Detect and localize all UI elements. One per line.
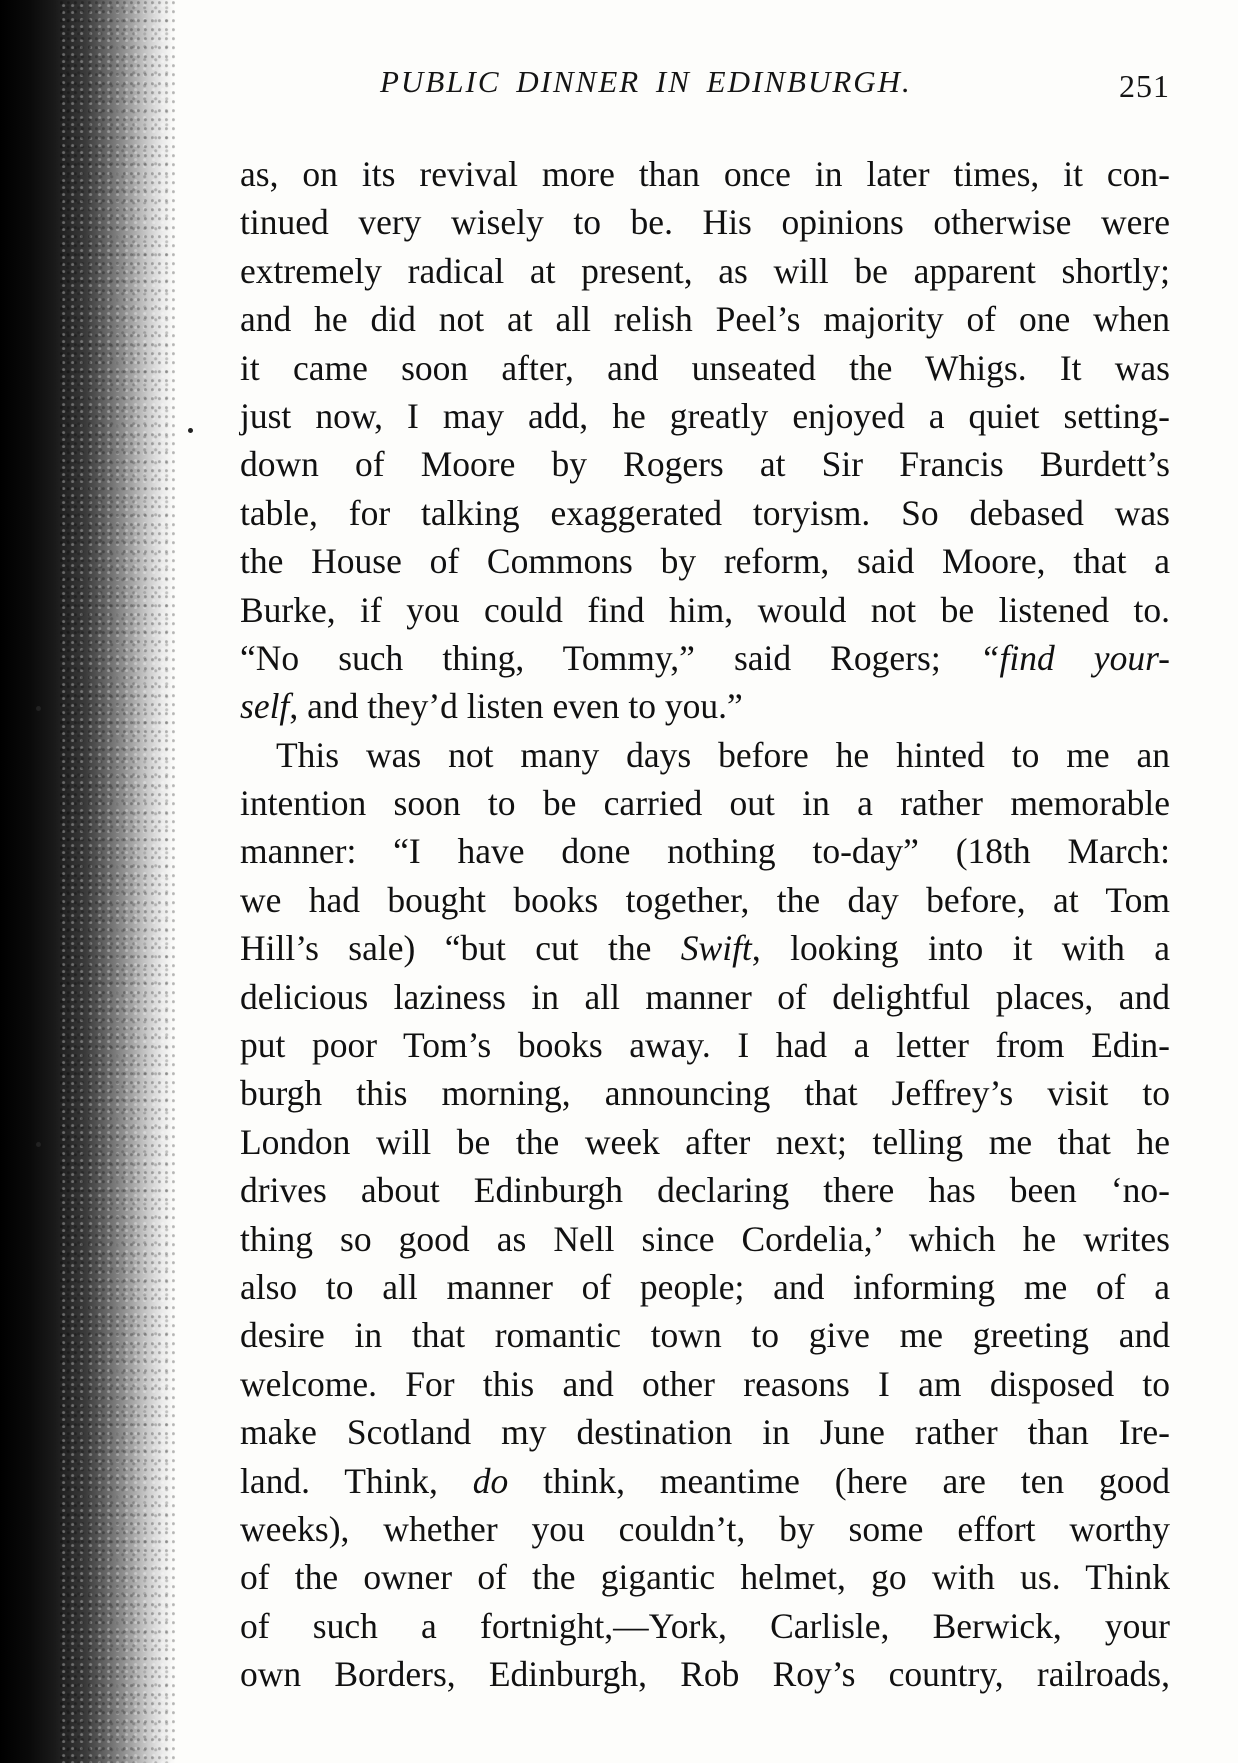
text-line (240, 198, 1170, 246)
text-run: put poor Tom’s books away. I had a letter from Edin- (240, 1025, 1170, 1066)
italic-run: Swift (680, 928, 752, 969)
text-run: delicious laziness in all manner of delightful places, and (240, 976, 1170, 1017)
text-run: desire in that romantic town to give me greeting and (240, 1315, 1170, 1356)
text-line (240, 344, 1170, 392)
text-run: extremely radical at present, as will be apparent shortly; (240, 250, 1170, 291)
text-line (240, 489, 1170, 537)
page-number: 251 (1119, 68, 1170, 104)
text-line (240, 1360, 1170, 1408)
text-run: as, on its revival more than once in later times, it con- (240, 154, 1170, 194)
text-line (240, 586, 1170, 634)
text-line (240, 731, 1170, 779)
text-line (240, 827, 1170, 875)
text-run: tinued very wisely to be. His opinions otherwise were (240, 202, 1170, 243)
text-line (240, 1069, 1170, 1117)
text-run: the House of Commons by reform, said Moore, that a (240, 541, 1170, 582)
text-line (240, 634, 1170, 682)
text-run: burgh this morning, announcing that Jeffrey’s visit to (240, 1073, 1170, 1114)
text-line (240, 440, 1170, 488)
text-line (240, 682, 1170, 730)
text-line (240, 1602, 1170, 1650)
text-run: also to all manner of people; and informing me of a (240, 1266, 1170, 1307)
text-line (240, 537, 1170, 585)
text-run: we had bought books together, the day before, at Tom (240, 879, 1170, 920)
text-run: down of Moore by Rogers at Sir Francis Burdett’s (240, 444, 1170, 485)
margin-speck (36, 1142, 41, 1147)
text-run: “No such thing, Tommy,” said Rogers; (240, 637, 980, 678)
text-line (240, 1263, 1170, 1311)
text-line (240, 295, 1170, 343)
text-line (240, 924, 1170, 972)
text-run: This was not many days before he hinted to me an (276, 734, 1170, 775)
text-line (240, 247, 1170, 295)
text-run: , looking into it with a (751, 928, 1170, 969)
text-run: Hill’s sale) “but cut the (240, 928, 681, 969)
text-run: table, for talking exaggerated toryism. So debased was (240, 492, 1170, 533)
margin-speck (188, 428, 193, 433)
text-line (240, 1311, 1170, 1359)
italic-run: self (240, 686, 290, 727)
text-line (240, 1215, 1170, 1263)
text-run: weeks), whether you couldn’t, by some effort worthy (240, 1508, 1170, 1549)
text-line (240, 392, 1170, 440)
text-line (240, 1553, 1170, 1601)
text-run: land. Think, (240, 1460, 473, 1501)
text-line (240, 1166, 1170, 1214)
italic-run: “find your- (979, 637, 1170, 678)
text-run: drives about Edinburgh declaring there has been ‘no- (240, 1170, 1170, 1211)
text-run: , and they’d listen even to you.” (289, 686, 743, 727)
text-run: thing so good as Nell since Cordelia,’ which he writes (240, 1218, 1170, 1259)
body-text (240, 150, 1170, 1699)
text-line (240, 1457, 1170, 1505)
running-head: PUBLIC DINNER IN EDINBURGH. (380, 64, 912, 99)
text-line (240, 1505, 1170, 1553)
page-header (240, 64, 1170, 114)
text-line (240, 876, 1170, 924)
text-run: own Borders, Edinburgh, Rob Roy’s country, railroads, (240, 1654, 1170, 1695)
text-run: welcome. For this and other reasons I am disposed to (240, 1363, 1170, 1404)
text-run: make Scotland my destination in June rather than Ire- (240, 1412, 1170, 1453)
text-run: London will be the week after next; telling me that he (240, 1121, 1170, 1162)
text-run: manner: “I have done nothing to-day” (18th March: (240, 831, 1170, 872)
scan-gutter-noise (60, 0, 175, 1763)
text-run: Burke, if you could find him, would not be listened to. (240, 589, 1170, 630)
text-line (240, 1118, 1170, 1166)
text-run: just now, I may add, he greatly enjoyed a quiet setting- (240, 395, 1170, 436)
italic-run: do (472, 1460, 509, 1501)
text-line (240, 150, 1170, 198)
text-run: and he did not at all relish Peel’s majority of one when (240, 299, 1170, 340)
margin-speck (36, 706, 41, 711)
text-line (240, 1650, 1170, 1698)
text-line (240, 973, 1170, 1021)
text-run: of such a fortnight,—York, Carlisle, Berwick, your (240, 1605, 1170, 1646)
text-line (240, 779, 1170, 827)
text-run: it came soon after, and unseated the Whigs. It was (240, 347, 1170, 388)
text-line (240, 1408, 1170, 1456)
text-run: think, meantime (here are ten good (508, 1460, 1171, 1501)
text-run: of the owner of the gigantic helmet, go with us. Think (240, 1557, 1170, 1598)
text-run: intention soon to be carried out in a rather memorable (240, 783, 1170, 824)
text-line (240, 1021, 1170, 1069)
